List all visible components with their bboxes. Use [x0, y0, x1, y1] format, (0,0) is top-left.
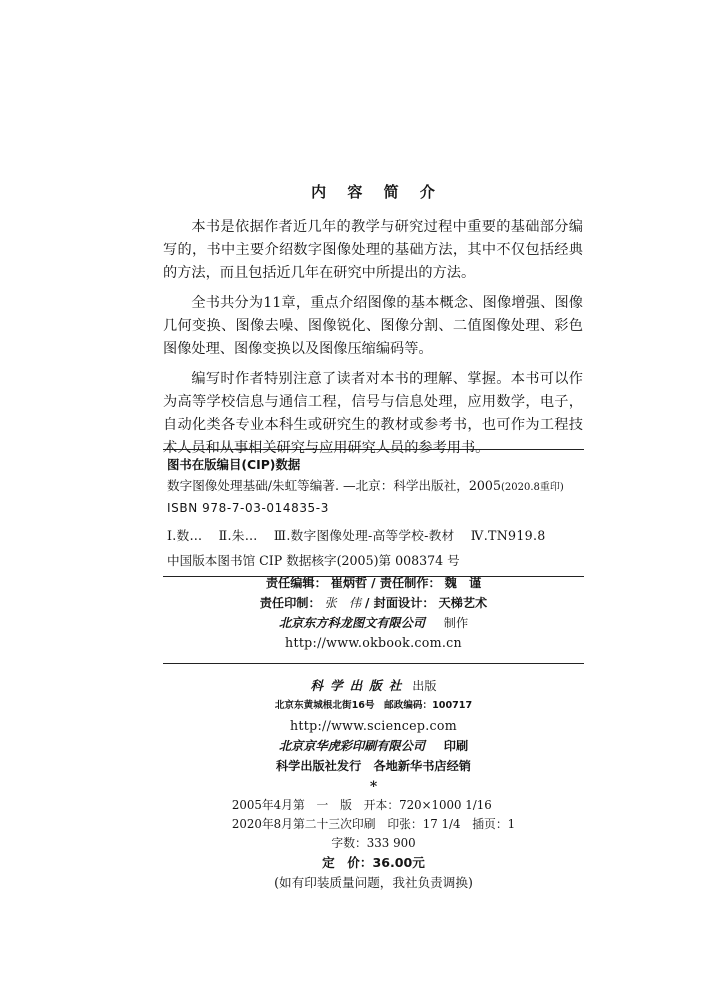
separator-star: * [369, 779, 378, 795]
editor-name: 崔炳哲 [330, 576, 368, 590]
quality-note: (如有印装质量问题，我社负责调换) [274, 875, 473, 890]
summary-paragraph-2: 全书共分为11章，重点介绍图像的基本概念、图像增强、图像几何变换、图像去噪、图像锐化、图像分割、二值图像处理、彩色图像处理、图像变换以及图像压缩编码等。 [163, 295, 583, 357]
cip-book-line [167, 475, 584, 498]
cover-designer: 天梯艺术 [438, 596, 488, 610]
content-summary [163, 181, 583, 467]
maker-company: 北京东方科龙图文有限公司 [278, 616, 426, 630]
printing-line: 2020年8月第二十三次印刷 印张：17 1/4 插页：1 [231, 817, 516, 831]
summary-paragraph-3: 编写时作者特别注意了读者对本书的理解、掌握。本书可以作为高等学校信息与通信工程，信号与信息处理，应用数学，电子，自动化类各专业本科生或研究生的教材或参考书，也可作为工程技术人员和从事相关研究与应用研究人员的参考用书。 [163, 371, 583, 456]
cip-reprint-note: (2020.8重印) [500, 482, 564, 493]
editor-line [163, 573, 584, 593]
maker-line [163, 613, 584, 633]
maker-suffix: 制作 [443, 616, 469, 630]
cip-book-info: 数字图像处理基础/朱虹等编著. —北京：科学出版社，2005 [167, 478, 501, 493]
publishing-credits [163, 573, 584, 893]
publisher-address: 北京东黄城根北街16号 邮政编码：100717 [274, 700, 473, 711]
cover-label: / 封面设计： [364, 596, 435, 610]
price: 定 价：36.00元 [322, 855, 425, 870]
printer-company: 北京京华虎彩印刷有限公司 [278, 739, 426, 753]
summary-paragraph-1: 本书是依据作者近几年的教学与研究过程中重要的基础部分编写的，书中主要介绍数字图像处理的基础方法，其中不仅包括经典的方法，而且包括近几年在研究中所提出的方法。 [163, 219, 583, 281]
cip-data-block [163, 449, 584, 577]
producer-label: / 责任制作： [371, 576, 441, 590]
cip-isbn: ISBN 978-7-03-014835-3 [167, 501, 329, 515]
editor-label: 责任编辑： [265, 576, 327, 590]
publisher-logo-text: 科学出版社 [310, 678, 409, 693]
producer-name: 魏 谨 [444, 576, 482, 590]
printer-line [163, 736, 584, 756]
cip-heading: 图书在版编目(CIP)数据 [167, 457, 301, 472]
publisher-suffix: 出版 [412, 679, 437, 693]
printer-suffix: 印刷 [443, 739, 469, 753]
cip-classification: Ⅰ.数… Ⅱ.朱… Ⅲ.数字图像处理-高等学校-教材 Ⅳ.TN919.8 [167, 528, 546, 543]
print-cover-line [163, 593, 584, 613]
print-label: 责任印制： [259, 596, 321, 610]
distribution-line: 科学出版社发行 各地新华书店经销 [276, 759, 471, 773]
publisher-url: http://www.sciencep.com [289, 718, 458, 733]
spec-block [232, 796, 515, 834]
maker-url: http://www.okbook.com.cn [285, 635, 462, 650]
word-count: 字数：333 900 [331, 836, 416, 850]
cip-verification: 中国版本图书馆 CIP 数据核字(2005)第 008374 号 [167, 553, 460, 568]
credits-divider [163, 663, 584, 664]
edition-line: 2005年4月第 一 版 开本：720×1000 1/16 [231, 798, 492, 812]
publisher-line [163, 676, 584, 696]
summary-title: 内 容 简 介 [311, 183, 443, 201]
print-person: 张 伟 [324, 596, 362, 610]
